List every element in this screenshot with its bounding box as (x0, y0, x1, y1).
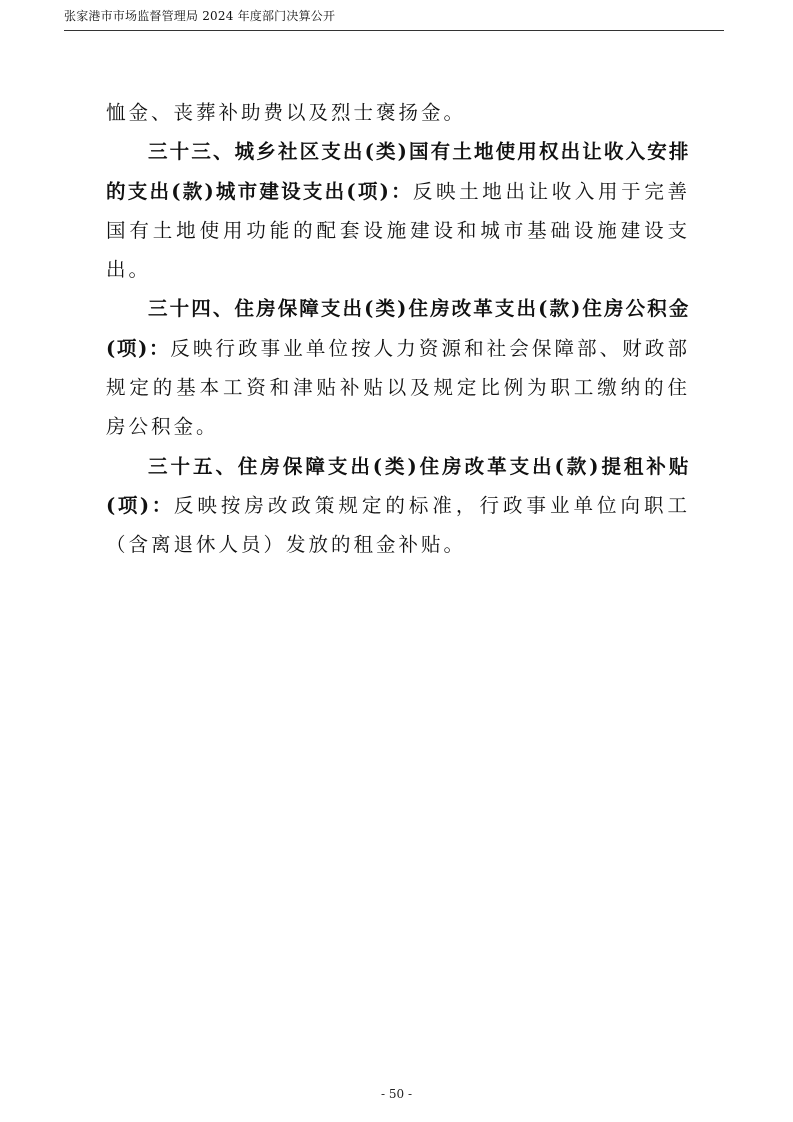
paragraph-continuation (106, 93, 690, 132)
paragraph-heading: 三十三、城乡社区支出(类)国有土地使用权出让收入安排的支出(款)城市建设支出(项)： (106, 140, 690, 203)
paragraph-item-35 (106, 447, 690, 565)
page-header (64, 6, 724, 31)
paragraph-text: 反映行政事业单位按人力资源和社会保障部、财政部规定的基本工资和津贴补贴以及规定比例为职工缴纳的住房公积金。 (106, 336, 690, 439)
page-number: - 50 - (380, 1087, 412, 1101)
paragraph-text: 恤金、丧葬补助费以及烈士褒扬金。 (106, 101, 467, 124)
paragraph-heading: 三十五、住房保障支出(类)住房改革支出(款)提租补贴(项)： (106, 454, 690, 517)
paragraph-heading: 三十四、住房保障支出(类)住房改革支出(款)住房公积金(项)： (106, 297, 690, 360)
paragraph-item-33 (106, 132, 690, 289)
document-body (106, 93, 690, 565)
paragraph-text: 反映按房改政策规定的标准，行政事业单位向职工（含离退休人员）发放的租金补贴。 (106, 493, 690, 557)
header-title: 张家港市市场监督管理局 2024 年度部门决算公开 (64, 9, 336, 23)
paragraph-item-34 (106, 289, 690, 446)
paragraph-text: 反映土地出让收入用于完善国有土地使用功能的配套设施建设和城市基础设施建设支出。 (106, 179, 690, 282)
